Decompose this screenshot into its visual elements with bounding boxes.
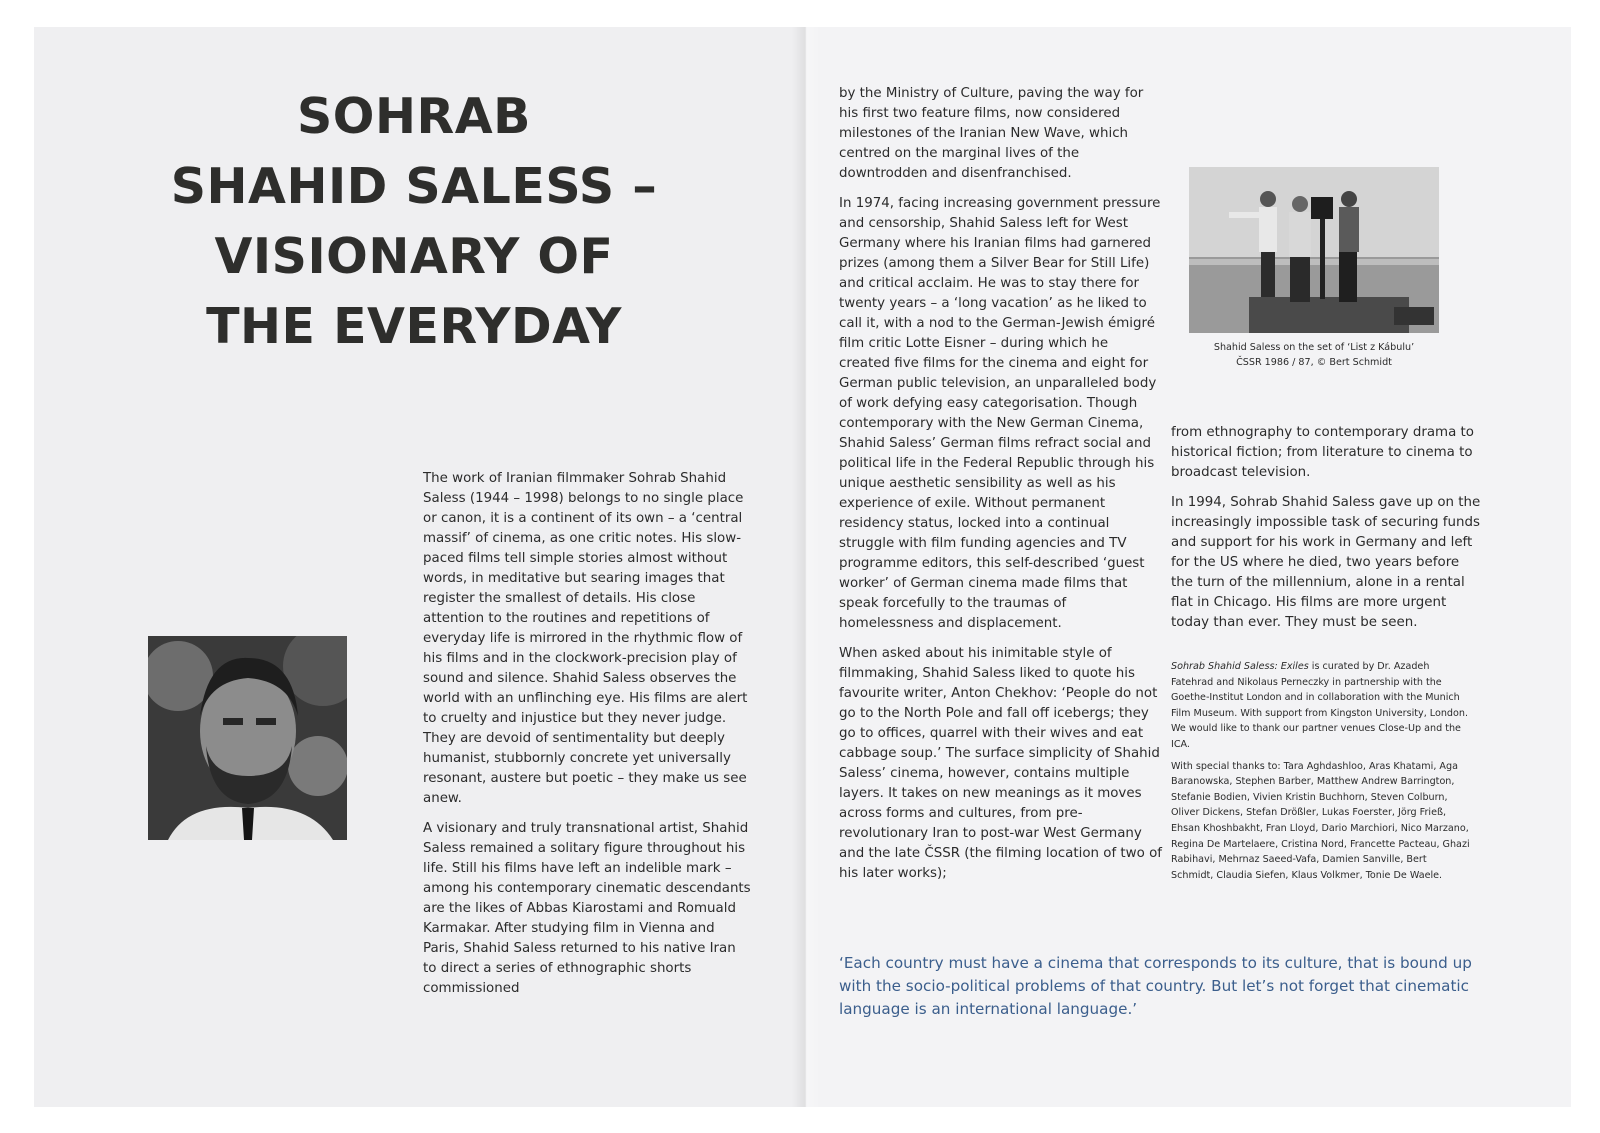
left-page (34, 27, 805, 1107)
main-column (839, 84, 1162, 894)
credits-title: Sohrab Shahid Saless: Exiles (1171, 661, 1309, 672)
closing-column (1171, 423, 1481, 643)
title-line: VISIONARY OF (214, 228, 614, 285)
credits-paragraph (1171, 659, 1471, 753)
caption-line: ČSSR 1986 / 87, © Bert Schmidt (1236, 357, 1392, 368)
intro-paragraph: The work of Iranian filmmaker Sohrab Shahid Saless (1944 – 1998) belongs to no single place or canon, it is a continent of its own – a ‘central massif’ of cinema, as one critic notes. His slow-paced films tell simple stories almost without words, in meditative but searing images that register the smallest of details. His close attention to the routines and repetitions of everyday life is mirrored in the rhythmic flow of his films and in the clockwork-precision play of sound and silence. Shahid Saless observes the world with an unflinching eye. His films are alert to cruelty and injustice but they never judge. They are devoid of sentimentality but deeply humanist, stubbornly concrete yet universally resonant, austere but poetic – they make us see anew. (423, 471, 748, 806)
portrait-illustration (148, 636, 347, 840)
body-paragraph: When asked about his inimitable style of filmmaking, Shahid Saless liked to quote his favourite writer, Anton Chekhov: ‘People do not go to the North Pole and fall off icebergs; they go to offices, quarrel with their wives and eat cabbage soup.’ The surface simplicity of Shahid Saless’ cinema, however, contains multiple layers. It takes on new meanings as it moves across forms and cultures, from pre-revolutionary Iran to post-war West Germany and the late ČSSR (the filming location of two of his later works); (839, 646, 1162, 881)
credits-block (1171, 659, 1471, 889)
body-paragraph: In 1994, Sohrab Shahid Saless gave up on the increasingly impossible task of securing funds and support for his work in Germany and left for the US where he died, two years before the turn of the millennium, alone in a rental flat in Chicago. His films are more urgent today than ever. They must be seen. (1171, 495, 1481, 630)
photo-caption (1174, 340, 1454, 370)
thanks-paragraph: With special thanks to: Tara Aghdashloo, Aras Khatami, Aga Baranowska, Stephen Barber, Matthew Andrew Barrington, Stefanie Bodien, Vivien Kristin Buchhorn, Steven Colburn, Oliver Dickens, Stefan Drößler, Lukas Foerster, Jörg Frieß, Ehsan Khoshbakht, Fran Lloyd, Dario Marchiori, Nico Marzano, Regina De Martelaere, Cristina Nord, Francette Pacteau, Ghazi Rabihavi, Mehrnaz Saeed-Vafa, Damien Sanville, Bert Schmidt, Claudia Siefen, Klaus Volkmer, Tonie De Waele. (1171, 760, 1470, 881)
brochure-spread (34, 27, 1571, 1107)
credits-text: is curated by Dr. Azadeh Fatehrad and Nikolaus Perneczky in partnership with the Goethe-Institut London and in collaboration with the Munich Film Museum. With support from Kingston University, London. We would like to thank our partner venues Close-Up and the ICA. (1171, 661, 1469, 750)
film-set-illustration (1189, 167, 1439, 333)
body-paragraph: by the Ministry of Culture, paving the way for his first two feature films, now considered milestones of the Iranian New Wave, which centred on the marginal lives of the downtrodden and disenfranchised. (839, 86, 1144, 181)
page-title (134, 82, 694, 362)
intro-column (423, 469, 753, 1009)
title-line: THE EVERYDAY (206, 298, 622, 355)
pull-quote: ‘Each country must have a cinema that corresponds to its culture, that is bound up with the socio-political problems of that country. But let’s not forget that cinematic language is an international language.’ (839, 954, 1472, 1018)
title-line: SHAHID SALESS – (170, 158, 658, 215)
intro-paragraph: A visionary and truly transnational artist, Shahid Saless remained a solitary figure throughout his life. Still his films have left an indelible mark – among his contemporary cinematic descendants are the likes of Abbas Kiarostami and Romuald Karmakar. After studying film in Vienna and Paris, Shahid Saless returned to his native Iran to direct a series of ethnographic shorts commissioned (423, 821, 751, 996)
caption-line: Shahid Saless on the set of ‘List z Kábulu’ (1213, 342, 1415, 353)
body-paragraph: from ethnography to contemporary drama to historical fiction; from literature to cinema to broadcast television. (1171, 425, 1474, 480)
page-gutter (792, 27, 820, 1107)
film-set-photo (1189, 167, 1439, 333)
title-line: SOHRAB (297, 88, 531, 145)
body-paragraph: In 1974, facing increasing government pressure and censorship, Shahid Saless left for West Germany where his Iranian films had garnered prizes (among them a Silver Bear for Still Life) and critical acclaim. He was to stay there for twenty years – a ‘long vacation’ as he liked to call it, with a nod to the German-Jewish émigré film critic Lotte Eisner – during which he created five films for the cinema and eight for German public television, an unparalleled body of work defying easy categorisation. Though contemporary with the New German Cinema, Shahid Saless’ German films refract social and political life in the Federal Republic through his unique aesthetic sensibility as well as his experience of exile. Without permanent residency status, locked into a continual struggle with film funding agencies and TV programme editors, this self-described ‘guest worker’ of German cinema made films that speak forcefully to the traumas of homelessness and displacement. (839, 196, 1161, 631)
portrait-photo (148, 636, 347, 840)
